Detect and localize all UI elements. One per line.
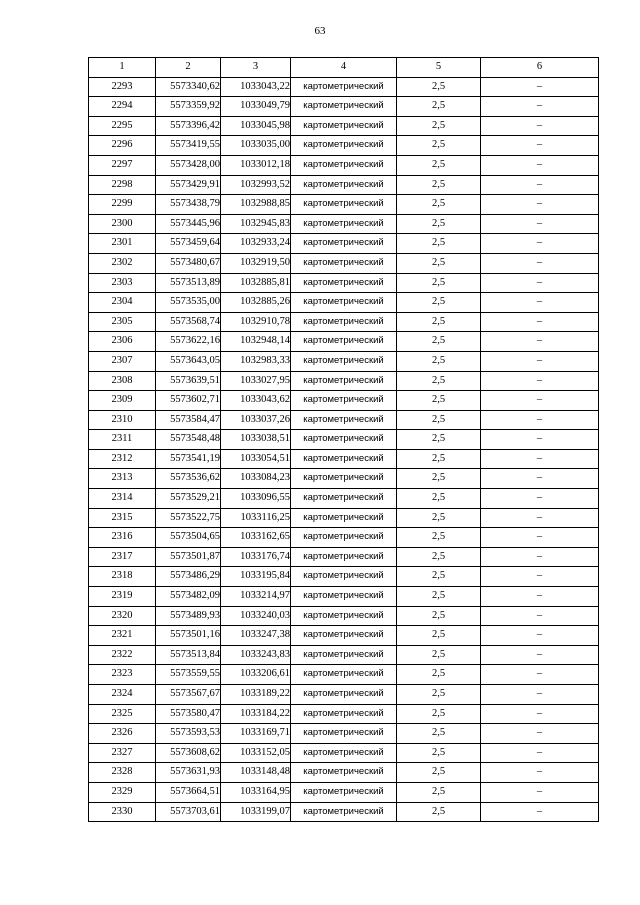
note-cell: – <box>481 332 599 352</box>
x-coordinate-cell: 5573631,93 <box>156 763 221 783</box>
x-coordinate-cell: 5573536,62 <box>156 469 221 489</box>
note-cell: – <box>481 351 599 371</box>
x-coordinate-cell: 5573522,75 <box>156 508 221 528</box>
accuracy-cell: 2,5 <box>397 782 481 802</box>
accuracy-cell: 2,5 <box>397 763 481 783</box>
x-coordinate-cell: 5573489,93 <box>156 606 221 626</box>
note-cell: – <box>481 685 599 705</box>
note-cell: – <box>481 528 599 548</box>
method-cell: картометрический <box>291 782 397 802</box>
x-coordinate-cell: 5573359,92 <box>156 97 221 117</box>
accuracy-cell: 2,5 <box>397 77 481 97</box>
x-coordinate-cell: 5573643,05 <box>156 351 221 371</box>
accuracy-cell: 2,5 <box>397 136 481 156</box>
x-coordinate-cell: 5573568,74 <box>156 312 221 332</box>
x-coordinate-cell: 5573584,47 <box>156 410 221 430</box>
point-number-cell: 2328 <box>89 763 156 783</box>
column-header: 2 <box>156 58 221 78</box>
point-number-cell: 2326 <box>89 724 156 744</box>
x-coordinate-cell: 5573548,48 <box>156 430 221 450</box>
accuracy-cell: 2,5 <box>397 743 481 763</box>
y-coordinate-cell: 1033038,51 <box>221 430 291 450</box>
y-coordinate-cell: 1033043,22 <box>221 77 291 97</box>
point-number-cell: 2303 <box>89 273 156 293</box>
accuracy-cell: 2,5 <box>397 293 481 313</box>
note-cell: – <box>481 116 599 136</box>
column-header: 1 <box>89 58 156 78</box>
method-cell: картометрический <box>291 704 397 724</box>
note-cell: – <box>481 175 599 195</box>
point-number-cell: 2330 <box>89 802 156 822</box>
y-coordinate-cell: 1033189,22 <box>221 685 291 705</box>
accuracy-cell: 2,5 <box>397 195 481 215</box>
column-header: 4 <box>291 58 397 78</box>
accuracy-cell: 2,5 <box>397 645 481 665</box>
y-coordinate-cell: 1032945,83 <box>221 214 291 234</box>
table-row <box>89 391 599 411</box>
x-coordinate-cell: 5573541,19 <box>156 449 221 469</box>
method-cell: картометрический <box>291 234 397 254</box>
table-row <box>89 567 599 587</box>
note-cell: – <box>481 253 599 273</box>
accuracy-cell: 2,5 <box>397 547 481 567</box>
method-cell: картометрический <box>291 724 397 744</box>
point-number-cell: 2309 <box>89 391 156 411</box>
method-cell: картометрический <box>291 253 397 273</box>
x-coordinate-cell: 5573513,84 <box>156 645 221 665</box>
accuracy-cell: 2,5 <box>397 449 481 469</box>
note-cell: – <box>481 802 599 822</box>
accuracy-cell: 2,5 <box>397 704 481 724</box>
method-cell: картометрический <box>291 469 397 489</box>
table-row <box>89 665 599 685</box>
method-cell: картометрический <box>291 312 397 332</box>
y-coordinate-cell: 1033164,95 <box>221 782 291 802</box>
x-coordinate-cell: 5573501,16 <box>156 626 221 646</box>
table-row <box>89 136 599 156</box>
note-cell: – <box>481 449 599 469</box>
accuracy-cell: 2,5 <box>397 724 481 744</box>
accuracy-cell: 2,5 <box>397 116 481 136</box>
table-row <box>89 528 599 548</box>
accuracy-cell: 2,5 <box>397 587 481 607</box>
y-coordinate-cell: 1032910,78 <box>221 312 291 332</box>
method-cell: картометрический <box>291 508 397 528</box>
note-cell: – <box>481 489 599 509</box>
note-cell: – <box>481 293 599 313</box>
x-coordinate-cell: 5573486,29 <box>156 567 221 587</box>
table-row <box>89 547 599 567</box>
table-row <box>89 626 599 646</box>
x-coordinate-cell: 5573419,55 <box>156 136 221 156</box>
x-coordinate-cell: 5573602,71 <box>156 391 221 411</box>
y-coordinate-cell: 1033049,79 <box>221 97 291 117</box>
accuracy-cell: 2,5 <box>397 606 481 626</box>
table-row <box>89 704 599 724</box>
y-coordinate-cell: 1033027,95 <box>221 371 291 391</box>
method-cell: картометрический <box>291 763 397 783</box>
method-cell: картометрический <box>291 410 397 430</box>
y-coordinate-cell: 1032933,24 <box>221 234 291 254</box>
accuracy-cell: 2,5 <box>397 685 481 705</box>
x-coordinate-cell: 5573535,00 <box>156 293 221 313</box>
note-cell: – <box>481 155 599 175</box>
accuracy-cell: 2,5 <box>397 214 481 234</box>
x-coordinate-cell: 5573501,87 <box>156 547 221 567</box>
y-coordinate-cell: 1033206,61 <box>221 665 291 685</box>
accuracy-cell: 2,5 <box>397 489 481 509</box>
note-cell: – <box>481 469 599 489</box>
y-coordinate-cell: 1033162,65 <box>221 528 291 548</box>
method-cell: картометрический <box>291 332 397 352</box>
accuracy-cell: 2,5 <box>397 312 481 332</box>
x-coordinate-cell: 5573639,51 <box>156 371 221 391</box>
note-cell: – <box>481 195 599 215</box>
table-row <box>89 802 599 822</box>
accuracy-cell: 2,5 <box>397 273 481 293</box>
method-cell: картометрический <box>291 743 397 763</box>
point-number-cell: 2320 <box>89 606 156 626</box>
y-coordinate-cell: 1033176,74 <box>221 547 291 567</box>
x-coordinate-cell: 5573459,64 <box>156 234 221 254</box>
table-row <box>89 234 599 254</box>
table-row <box>89 763 599 783</box>
note-cell: – <box>481 547 599 567</box>
point-number-cell: 2305 <box>89 312 156 332</box>
y-coordinate-cell: 1033214,97 <box>221 587 291 607</box>
note-cell: – <box>481 665 599 685</box>
point-number-cell: 2319 <box>89 587 156 607</box>
point-number-cell: 2308 <box>89 371 156 391</box>
table-row <box>89 175 599 195</box>
note-cell: – <box>481 587 599 607</box>
note-cell: – <box>481 645 599 665</box>
note-cell: – <box>481 508 599 528</box>
y-coordinate-cell: 1032993,52 <box>221 175 291 195</box>
point-number-cell: 2300 <box>89 214 156 234</box>
accuracy-cell: 2,5 <box>397 391 481 411</box>
x-coordinate-cell: 5573622,16 <box>156 332 221 352</box>
x-coordinate-cell: 5573559,55 <box>156 665 221 685</box>
table-row <box>89 97 599 117</box>
accuracy-cell: 2,5 <box>397 332 481 352</box>
note-cell: – <box>481 410 599 430</box>
method-cell: картометрический <box>291 567 397 587</box>
page-number: 63 <box>314 25 326 37</box>
table-row <box>89 449 599 469</box>
accuracy-cell: 2,5 <box>397 97 481 117</box>
y-coordinate-cell: 1032885,26 <box>221 293 291 313</box>
accuracy-cell: 2,5 <box>397 410 481 430</box>
point-number-cell: 2322 <box>89 645 156 665</box>
table-row <box>89 371 599 391</box>
point-number-cell: 2302 <box>89 253 156 273</box>
y-coordinate-cell: 1033199,07 <box>221 802 291 822</box>
method-cell: картометрический <box>291 351 397 371</box>
note-cell: – <box>481 136 599 156</box>
coordinates-table <box>88 57 599 822</box>
x-coordinate-cell: 5573396,42 <box>156 116 221 136</box>
accuracy-cell: 2,5 <box>397 626 481 646</box>
y-coordinate-cell: 1033240,03 <box>221 606 291 626</box>
y-coordinate-cell: 1033169,71 <box>221 724 291 744</box>
point-number-cell: 2299 <box>89 195 156 215</box>
point-number-cell: 2316 <box>89 528 156 548</box>
accuracy-cell: 2,5 <box>397 175 481 195</box>
x-coordinate-cell: 5573445,96 <box>156 214 221 234</box>
point-number-cell: 2297 <box>89 155 156 175</box>
y-coordinate-cell: 1033054,51 <box>221 449 291 469</box>
point-number-cell: 2329 <box>89 782 156 802</box>
method-cell: картометрический <box>291 175 397 195</box>
note-cell: – <box>481 704 599 724</box>
table-row <box>89 430 599 450</box>
accuracy-cell: 2,5 <box>397 234 481 254</box>
method-cell: картометрический <box>291 430 397 450</box>
accuracy-cell: 2,5 <box>397 155 481 175</box>
note-cell: – <box>481 77 599 97</box>
point-number-cell: 2327 <box>89 743 156 763</box>
method-cell: картометрический <box>291 665 397 685</box>
table-row <box>89 469 599 489</box>
y-coordinate-cell: 1032988,85 <box>221 195 291 215</box>
table-row <box>89 410 599 430</box>
table-row <box>89 782 599 802</box>
table-row <box>89 645 599 665</box>
x-coordinate-cell: 5573504,65 <box>156 528 221 548</box>
method-cell: картометрический <box>291 97 397 117</box>
method-cell: картометрический <box>291 606 397 626</box>
method-cell: картометрический <box>291 645 397 665</box>
table-row <box>89 116 599 136</box>
y-coordinate-cell: 1032919,50 <box>221 253 291 273</box>
method-cell: картометрический <box>291 391 397 411</box>
point-number-cell: 2324 <box>89 685 156 705</box>
x-coordinate-cell: 5573438,79 <box>156 195 221 215</box>
table-row <box>89 253 599 273</box>
point-number-cell: 2301 <box>89 234 156 254</box>
method-cell: картометрический <box>291 155 397 175</box>
method-cell: картометрический <box>291 136 397 156</box>
note-cell: – <box>481 214 599 234</box>
point-number-cell: 2304 <box>89 293 156 313</box>
table-row <box>89 606 599 626</box>
note-cell: – <box>481 626 599 646</box>
point-number-cell: 2313 <box>89 469 156 489</box>
method-cell: картометрический <box>291 371 397 391</box>
accuracy-cell: 2,5 <box>397 508 481 528</box>
note-cell: – <box>481 234 599 254</box>
note-cell: – <box>481 763 599 783</box>
column-header: 5 <box>397 58 481 78</box>
point-number-cell: 2307 <box>89 351 156 371</box>
note-cell: – <box>481 782 599 802</box>
y-coordinate-cell: 1033096,55 <box>221 489 291 509</box>
x-coordinate-cell: 5573428,00 <box>156 155 221 175</box>
table-row <box>89 685 599 705</box>
x-coordinate-cell: 5573429,91 <box>156 175 221 195</box>
method-cell: картометрический <box>291 214 397 234</box>
accuracy-cell: 2,5 <box>397 430 481 450</box>
table-row <box>89 724 599 744</box>
table-row <box>89 332 599 352</box>
column-header: 3 <box>221 58 291 78</box>
point-number-cell: 2312 <box>89 449 156 469</box>
method-cell: картометрический <box>291 802 397 822</box>
accuracy-cell: 2,5 <box>397 469 481 489</box>
table-row <box>89 155 599 175</box>
y-coordinate-cell: 1033184,22 <box>221 704 291 724</box>
method-cell: картометрический <box>291 273 397 293</box>
x-coordinate-cell: 5573480,67 <box>156 253 221 273</box>
method-cell: картометрический <box>291 528 397 548</box>
table-row <box>89 77 599 97</box>
y-coordinate-cell: 1033012,18 <box>221 155 291 175</box>
point-number-cell: 2306 <box>89 332 156 352</box>
method-cell: картометрический <box>291 116 397 136</box>
point-number-cell: 2294 <box>89 97 156 117</box>
table-row <box>89 312 599 332</box>
y-coordinate-cell: 1032983,33 <box>221 351 291 371</box>
table-row <box>89 508 599 528</box>
table-row <box>89 293 599 313</box>
y-coordinate-cell: 1032885,81 <box>221 273 291 293</box>
table-row <box>89 195 599 215</box>
accuracy-cell: 2,5 <box>397 253 481 273</box>
y-coordinate-cell: 1033247,38 <box>221 626 291 646</box>
point-number-cell: 2318 <box>89 567 156 587</box>
point-number-cell: 2325 <box>89 704 156 724</box>
x-coordinate-cell: 5573567,67 <box>156 685 221 705</box>
table-header-row <box>89 58 599 78</box>
y-coordinate-cell: 1033152,05 <box>221 743 291 763</box>
method-cell: картометрический <box>291 77 397 97</box>
accuracy-cell: 2,5 <box>397 802 481 822</box>
point-number-cell: 2315 <box>89 508 156 528</box>
note-cell: – <box>481 391 599 411</box>
y-coordinate-cell: 1032948,14 <box>221 332 291 352</box>
point-number-cell: 2310 <box>89 410 156 430</box>
method-cell: картометрический <box>291 489 397 509</box>
table-row <box>89 214 599 234</box>
y-coordinate-cell: 1033148,48 <box>221 763 291 783</box>
x-coordinate-cell: 5573580,47 <box>156 704 221 724</box>
point-number-cell: 2321 <box>89 626 156 646</box>
note-cell: – <box>481 312 599 332</box>
note-cell: – <box>481 430 599 450</box>
accuracy-cell: 2,5 <box>397 371 481 391</box>
x-coordinate-cell: 5573529,21 <box>156 489 221 509</box>
point-number-cell: 2298 <box>89 175 156 195</box>
x-coordinate-cell: 5573593,53 <box>156 724 221 744</box>
table-row <box>89 351 599 371</box>
y-coordinate-cell: 1033243,83 <box>221 645 291 665</box>
point-number-cell: 2317 <box>89 547 156 567</box>
point-number-cell: 2293 <box>89 77 156 97</box>
point-number-cell: 2314 <box>89 489 156 509</box>
method-cell: картометрический <box>291 195 397 215</box>
note-cell: – <box>481 97 599 117</box>
x-coordinate-cell: 5573513,89 <box>156 273 221 293</box>
x-coordinate-cell: 5573664,51 <box>156 782 221 802</box>
note-cell: – <box>481 724 599 744</box>
point-number-cell: 2296 <box>89 136 156 156</box>
note-cell: – <box>481 606 599 626</box>
accuracy-cell: 2,5 <box>397 351 481 371</box>
column-header: 6 <box>481 58 599 78</box>
method-cell: картометрический <box>291 587 397 607</box>
x-coordinate-cell: 5573608,62 <box>156 743 221 763</box>
point-number-cell: 2323 <box>89 665 156 685</box>
method-cell: картометрический <box>291 626 397 646</box>
method-cell: картометрический <box>291 293 397 313</box>
point-number-cell: 2295 <box>89 116 156 136</box>
point-number-cell: 2311 <box>89 430 156 450</box>
accuracy-cell: 2,5 <box>397 567 481 587</box>
accuracy-cell: 2,5 <box>397 665 481 685</box>
table-row <box>89 489 599 509</box>
note-cell: – <box>481 273 599 293</box>
x-coordinate-cell: 5573482,09 <box>156 587 221 607</box>
x-coordinate-cell: 5573703,61 <box>156 802 221 822</box>
table-row <box>89 587 599 607</box>
y-coordinate-cell: 1033035,00 <box>221 136 291 156</box>
method-cell: картометрический <box>291 449 397 469</box>
note-cell: – <box>481 371 599 391</box>
y-coordinate-cell: 1033037,26 <box>221 410 291 430</box>
method-cell: картометрический <box>291 547 397 567</box>
note-cell: – <box>481 567 599 587</box>
y-coordinate-cell: 1033195,84 <box>221 567 291 587</box>
table-row <box>89 743 599 763</box>
y-coordinate-cell: 1033043,62 <box>221 391 291 411</box>
accuracy-cell: 2,5 <box>397 528 481 548</box>
y-coordinate-cell: 1033116,25 <box>221 508 291 528</box>
note-cell: – <box>481 743 599 763</box>
y-coordinate-cell: 1033045,98 <box>221 116 291 136</box>
table-row <box>89 273 599 293</box>
x-coordinate-cell: 5573340,62 <box>156 77 221 97</box>
method-cell: картометрический <box>291 685 397 705</box>
y-coordinate-cell: 1033084,23 <box>221 469 291 489</box>
table-body <box>89 77 599 822</box>
